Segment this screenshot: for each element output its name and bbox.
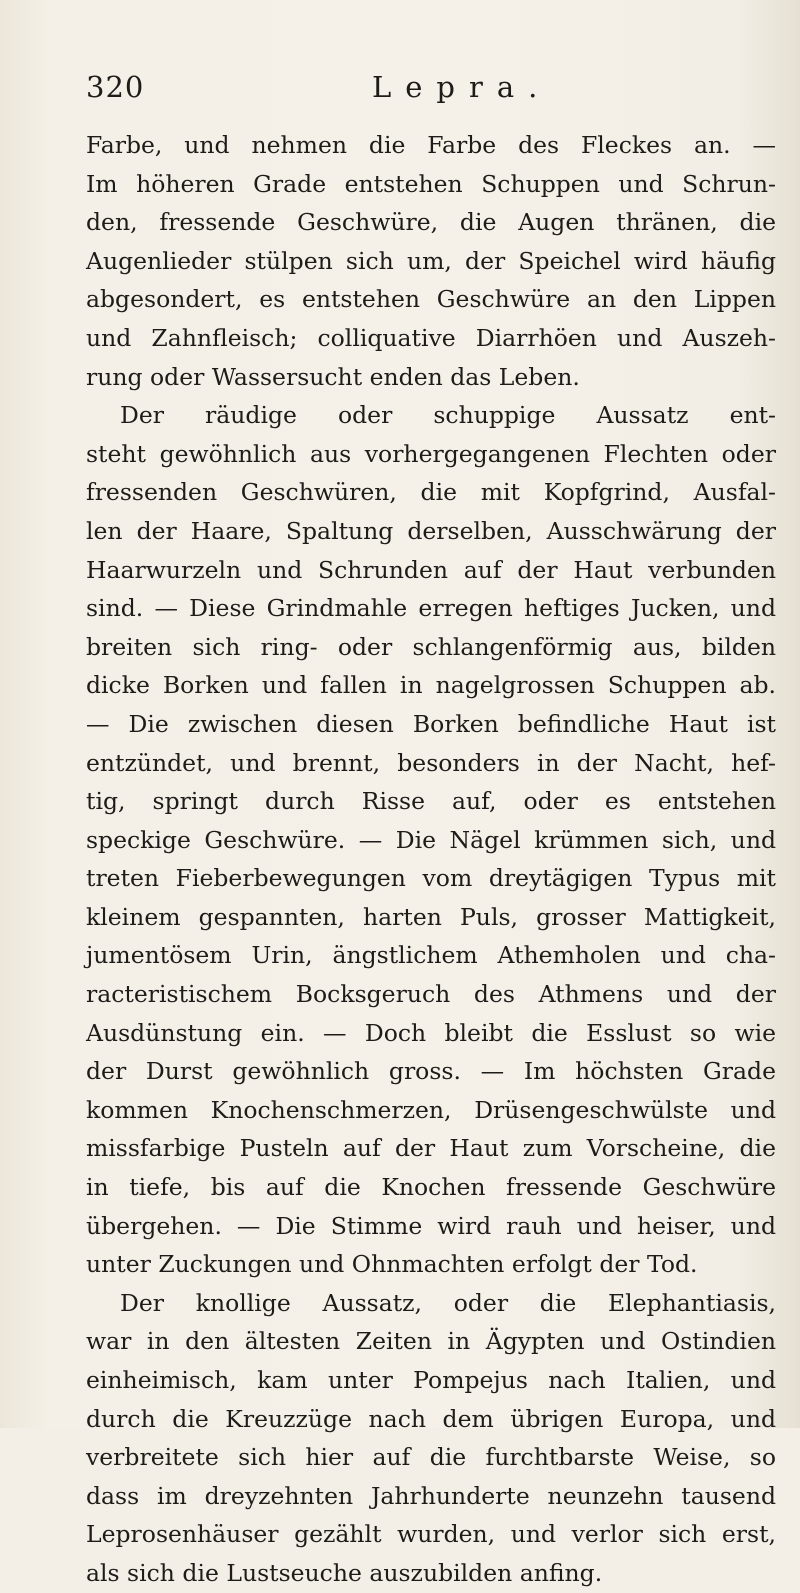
text-line: len der Haare, Spaltung derselben, Ausschwärung der [86,516,776,545]
text-line: war in den ältesten Zeiten in Ägypten und Ostindien [86,1327,776,1356]
page-header [86,70,776,110]
text-line: breiten sich ring- oder schlangenförmig aus, bilden [86,632,776,661]
text-line: missfarbige Pusteln auf der Haut zum Vorscheine, die [86,1134,776,1163]
text-line: Ausdünstung ein. — Doch bleibt die Esslust so wie [86,1018,776,1047]
text-line: sind. — Diese Grindmahle erregen heftiges Jucken, und [86,594,776,623]
text-line: fressenden Geschwüren, die mit Kopfgrind, Ausfal- [86,478,776,507]
running-title: Lepra. [372,70,552,104]
text-line: einheimisch, kam unter Pompejus nach Italien, und [86,1366,776,1394]
paragraph-start-line: Der knollige Aussatz, oder die Elephantiasis, [120,1288,776,1317]
text-line: tig, springt durch Risse auf, oder es entstehen [86,787,776,816]
body-text [86,126,776,1593]
text-line: jumentösem Urin, ängstlichem Athemholen und cha- [86,941,776,970]
text-line: als sich die Lustseuche auszubilden anfing. [86,1558,603,1587]
text-line: verbreitete sich hier auf die furchtbarste Weise, so [86,1443,776,1472]
text-line: übergehen. — Die Stimme wird rauh und heiser, und [86,1211,776,1240]
text-line: steht gewöhnlich aus vorhergegangenen Flechten oder [86,439,776,468]
text-line: rung oder Wassersucht enden das Leben. [86,362,580,391]
text-line: kommen Knochenschmerzen, Drüsengeschwülste und [86,1095,776,1124]
text-line: — Die zwischen diesen Borken befindliche Haut ist [86,709,776,738]
text-line: Leprosenhäuser gezählt wurden, und verlor sich erst, [86,1520,776,1549]
text-line: in tiefe, bis auf die Knochen fressende Geschwüre [86,1173,776,1202]
text-line: der Durst gewöhnlich gross. — Im höchsten Grade [86,1057,776,1086]
text-line: Im höheren Grade entstehen Schuppen und Schrun- [86,169,776,198]
text-line: Augenlieder stülpen sich um, der Speichel wird häufig [86,246,776,275]
text-line: unter Zuckungen und Ohnmachten erfolgt der Tod. [86,1250,698,1279]
text-line: Farbe, und nehmen die Farbe des Fleckes an. — [86,131,776,159]
text-line: kleinem gespannten, harten Puls, grosser Mattigkeit, [86,902,776,931]
page-number: 320 [86,70,145,104]
text-line: dicke Borken und fallen in nagelgrossen Schuppen ab. [86,671,776,700]
text-line: durch die Kreuzzüge nach dem übrigen Europa, und [86,1404,776,1433]
text-line: den, fressende Geschwüre, die Augen thränen, die [86,208,776,237]
text-line: und Zahnfleisch; colliquative Diarrhöen und Auszeh- [86,323,776,352]
text-line: racteristischem Bocksgeruch des Athmens und der [86,980,776,1009]
text-line: dass im dreyzehnten Jahrhunderte neunzehn tausend [86,1481,776,1510]
text-line: abgesondert, es entstehen Geschwüre an den Lippen [86,285,776,314]
paragraph-start-line: Der räudige oder schuppige Aussatz ent- [120,401,776,430]
text-line: speckige Geschwüre. — Die Nägel krümmen sich, und [86,825,776,854]
text-line: treten Fieberbewegungen vom dreytägigen Typus mit [86,864,776,893]
text-line: entzündet, und brennt, besonders in der Nacht, hef- [86,748,776,777]
text-line: Haarwurzeln und Schrunden auf der Haut verbunden [86,555,776,584]
